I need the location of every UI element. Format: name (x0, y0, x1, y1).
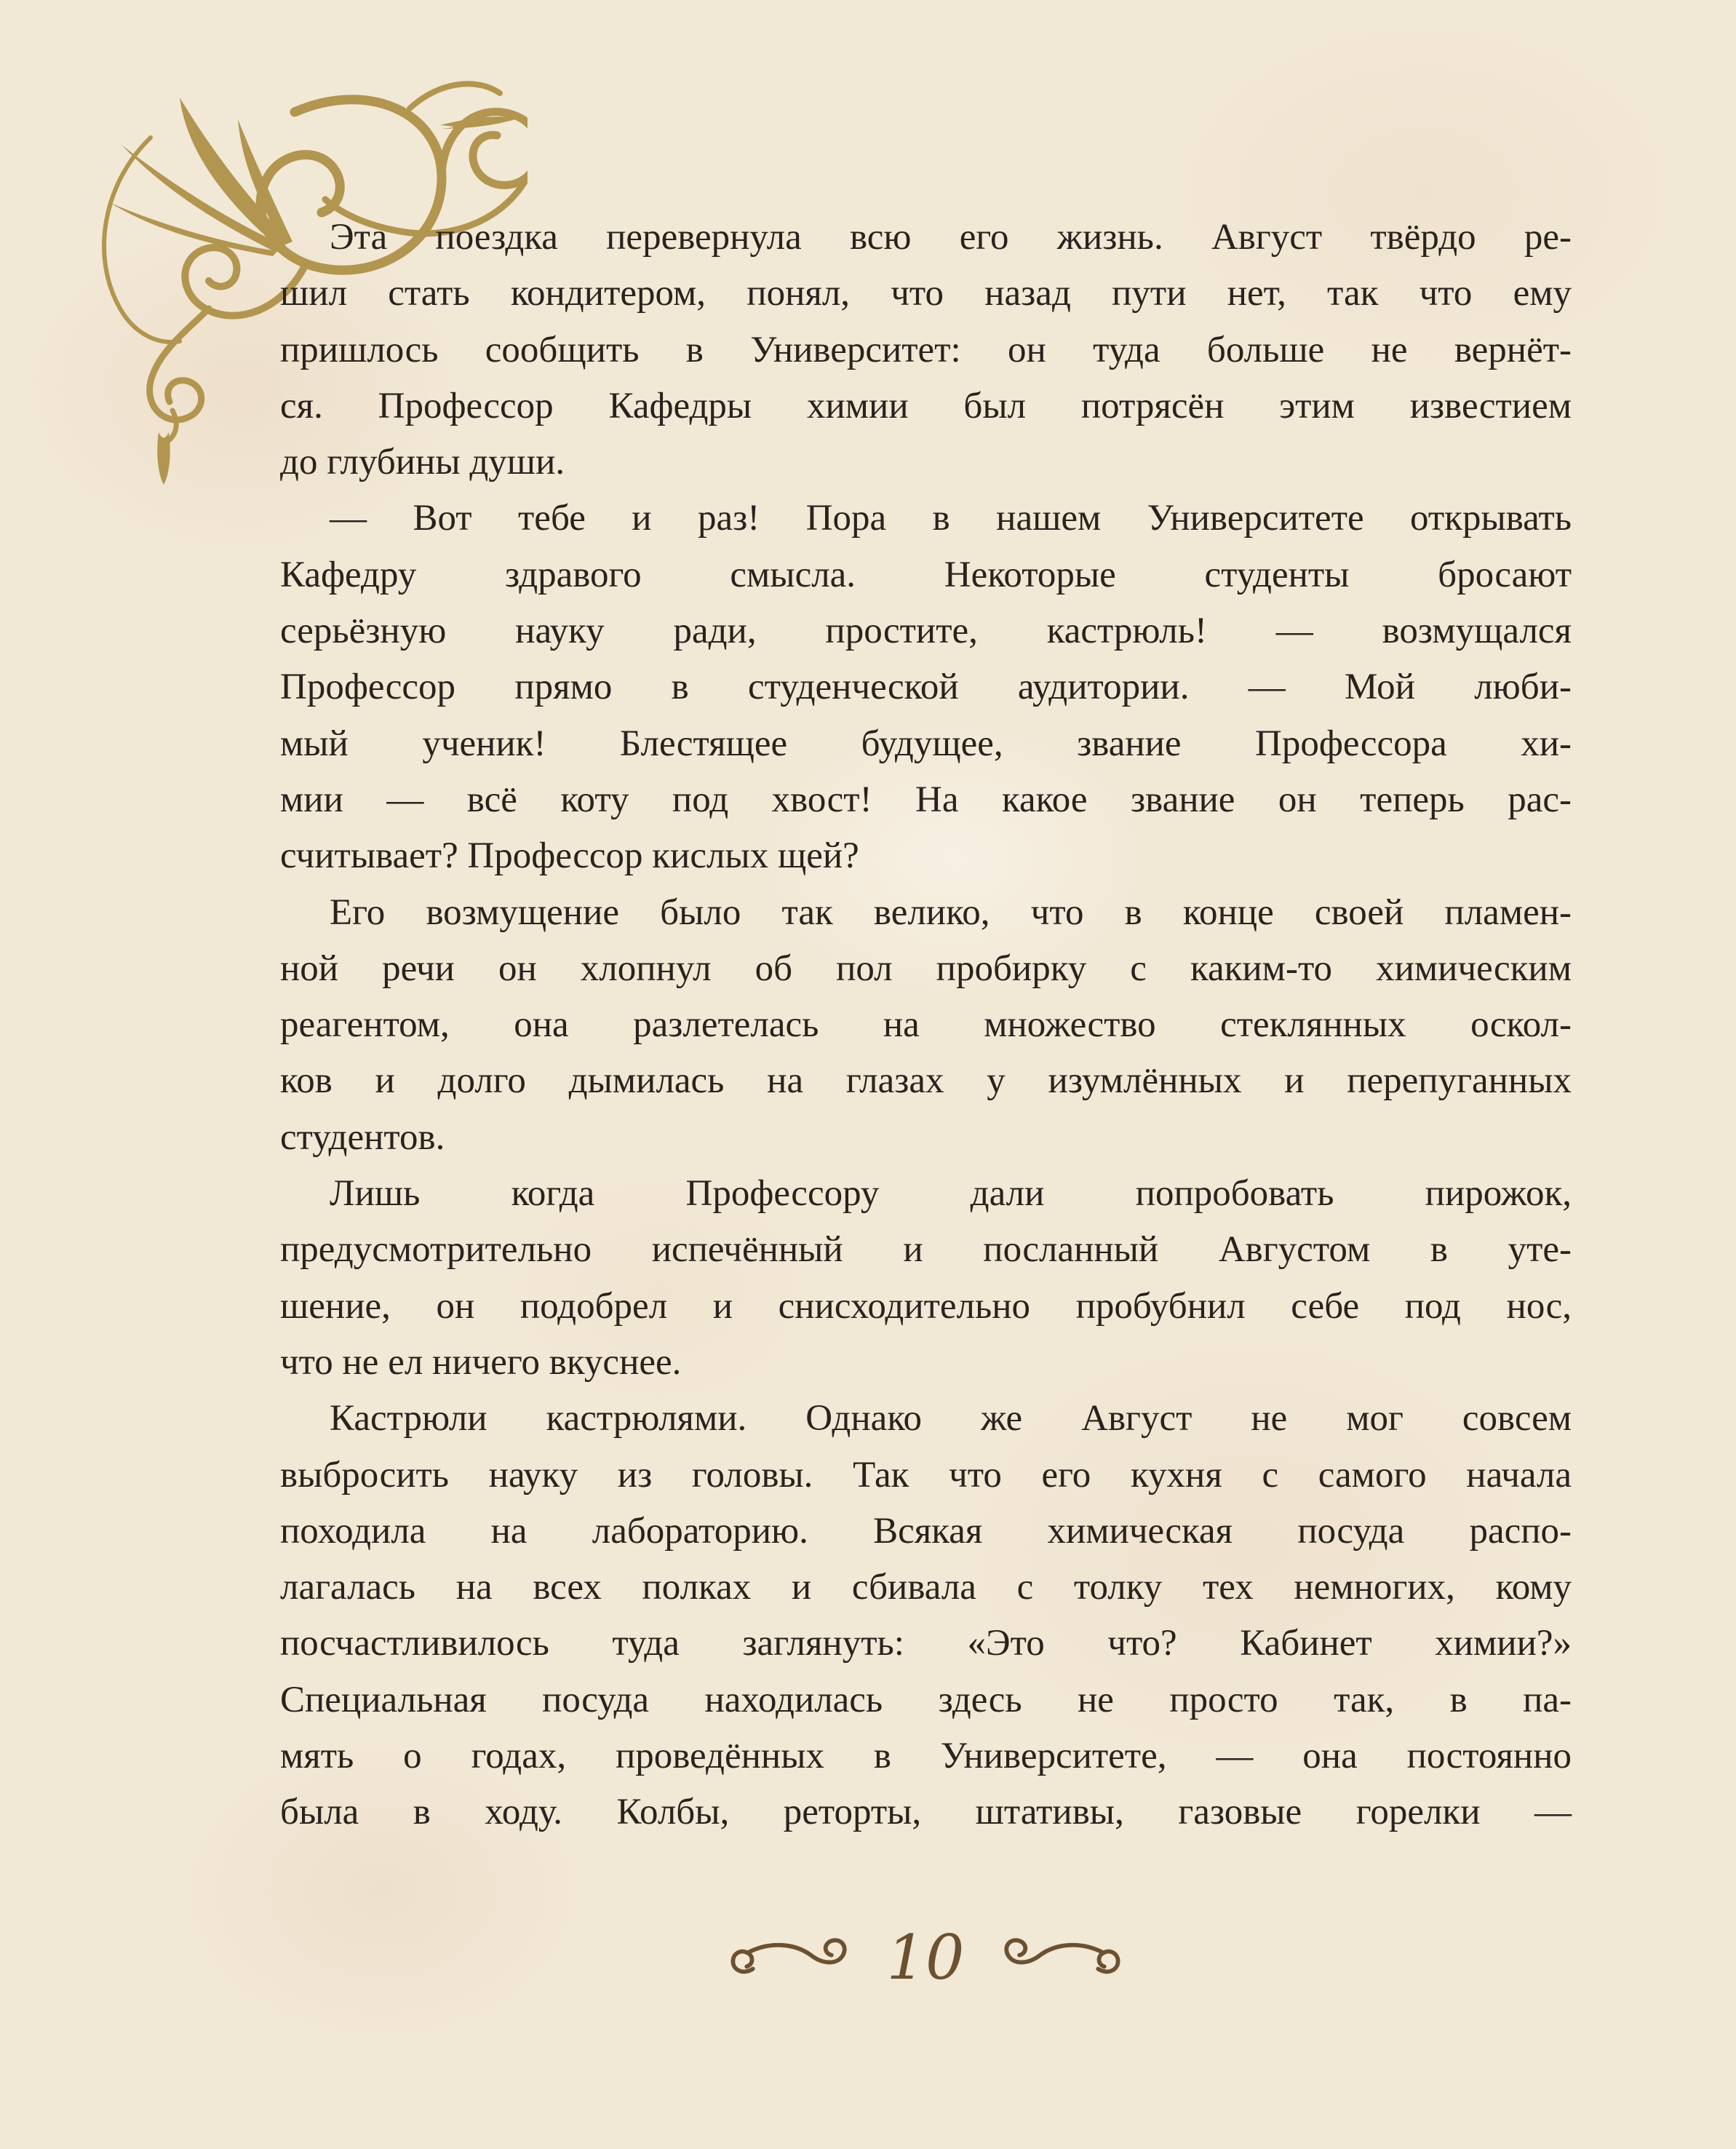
text-line: — Вот тебе и раз! Пора в нашем Университете открывать (330, 498, 1572, 539)
text-line: Лишь когда Профессору дали попробовать пирожок, (330, 1173, 1572, 1215)
text-line: была в ходу. Колбы, реторты, штативы, газовые горелки — (280, 1792, 1572, 1833)
swirl-flourish-right-icon (1002, 1938, 1124, 1985)
text-line: предусмотрительно испечённый и посланный Августом в уте- (280, 1229, 1572, 1271)
text-line: Кафедру здравого смысла. Некоторые студенты бросают (280, 554, 1572, 595)
text-line: мять о годах, проведённых в Университете, — она постоянно (280, 1736, 1572, 1777)
text-line: Эта поездка перевернула всю его жизнь. Август твёрдо ре- (330, 217, 1572, 258)
paragraph (280, 210, 1572, 490)
text-line: считывает? Профессор кислых щей? (280, 835, 859, 877)
text-line: выбросить науку из головы. Так что его кухня с самого начала (280, 1454, 1572, 1495)
text-line: Кастрюли кастрюлями. Однако же Август не мог совсем (330, 1398, 1572, 1439)
paragraph (280, 1166, 1572, 1391)
paragraph (280, 1391, 1572, 1840)
text-line: шение, он подобрел и снисходительно пробубнил себе под нос, (280, 1285, 1572, 1327)
text-line: серьёзную науку ради, простите, кастрюль! — возмущался (280, 611, 1572, 652)
text-line: мый ученик! Блестящее будущее, звание Профессора хи- (280, 723, 1572, 764)
body-text (280, 210, 1572, 1841)
text-line: посчастливилось туда заглянуть: «Это что? Кабинет химии?» (280, 1623, 1572, 1664)
page-footer (0, 1922, 1736, 1995)
page-number: 10 (886, 1922, 965, 1993)
text-line: до глубины души. (280, 442, 565, 483)
swirl-flourish-left-icon (727, 1938, 849, 1985)
text-line: студентов. (280, 1116, 445, 1158)
text-line: лагалась на всех полках и сбивала с толку тех немногих, кому (280, 1567, 1572, 1608)
text-line: ной речи он хлопнул об пол пробирку с каким-то химическим (280, 948, 1572, 989)
text-line: ков и долго дымилась на глазах у изумлённых и перепуганных (280, 1060, 1572, 1102)
text-line: реагентом, она разлетелась на множество стеклянных оскол- (280, 1004, 1572, 1046)
text-line: шил стать кондитером, понял, что назад пути нет, так что ему (280, 273, 1572, 314)
text-line: Специальная посуда находилась здесь не просто так, в па- (280, 1679, 1572, 1720)
text-line: мии — всё коту под хвост! На какое звание он теперь рас- (280, 779, 1572, 820)
paragraph (280, 885, 1572, 1166)
text-line: Его возмущение было так велико, что в конце своей пламен- (330, 891, 1572, 933)
text-line: походила на лабораторию. Всякая химическая посуда распо- (280, 1510, 1572, 1552)
text-line: пришлось сообщить в Университет: он туда больше не вернёт- (280, 329, 1572, 370)
text-line: Профессор прямо в студенческой аудитории. — Мой люби- (280, 667, 1572, 708)
text-line: ся. Профессор Кафедры химии был потрясён этим известием (280, 385, 1572, 426)
text-line: что не ел ничего вкуснее. (280, 1341, 682, 1383)
paragraph (280, 490, 1572, 884)
